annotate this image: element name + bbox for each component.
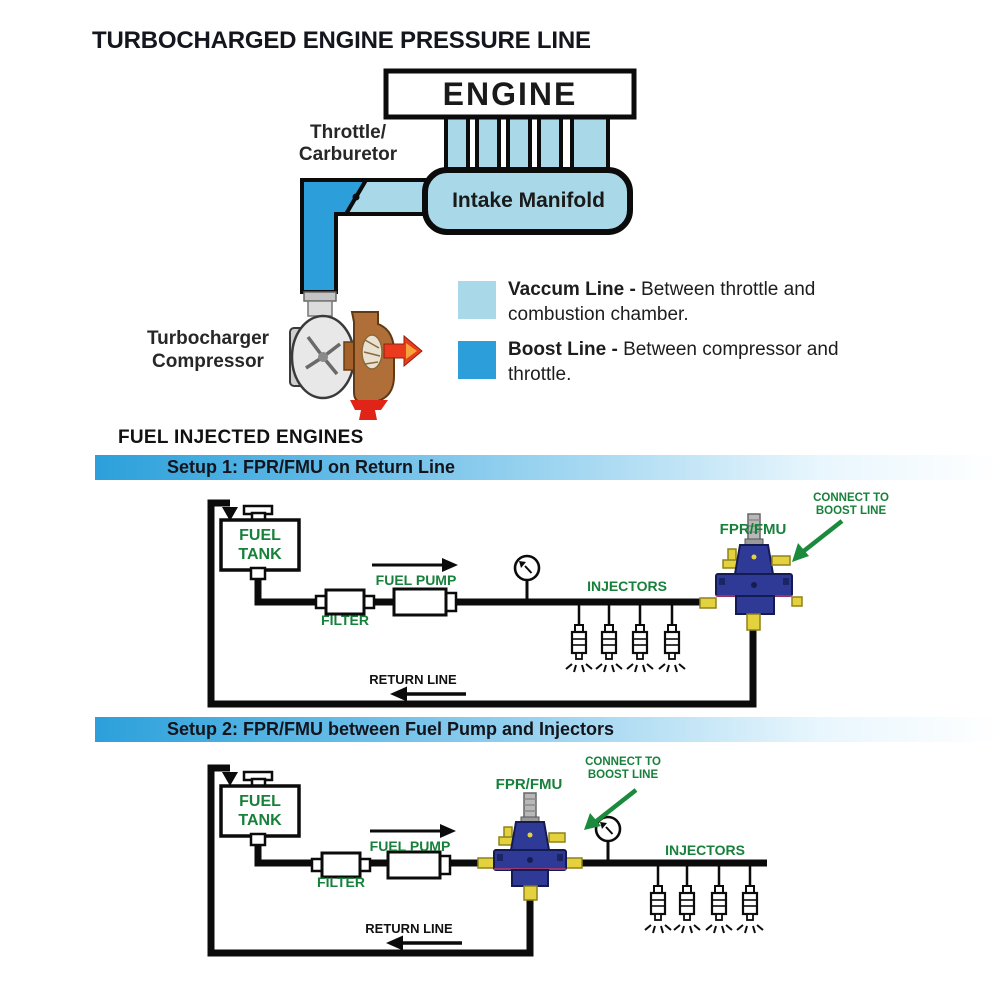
engine-label: ENGINE xyxy=(442,75,578,112)
vacuum-line-swatch xyxy=(458,281,496,319)
return-line-label-2: RETURN LINE xyxy=(365,921,453,936)
fuel-pump-1 xyxy=(394,589,456,615)
fuel-pump-2 xyxy=(388,852,450,878)
flow-arrow-2 xyxy=(370,824,456,838)
injectors-1 xyxy=(566,605,685,672)
setup1-banner: Setup 1: FPR/FMU on Return Line xyxy=(95,455,1000,480)
flow-arrow-1 xyxy=(372,558,458,572)
filter-1 xyxy=(316,590,374,614)
pressure-gauge-2 xyxy=(596,817,620,863)
pressure-gauge-1 xyxy=(515,556,539,602)
page-title: TURBOCHARGED ENGINE PRESSURE LINE xyxy=(92,27,591,54)
return-arrow-2 xyxy=(386,936,462,951)
fuel-injected-engines-heading: FUEL INJECTED ENGINES xyxy=(118,427,364,448)
connect-boost-label-1: CONNECT TO BOOST LINE xyxy=(813,492,889,517)
setup2-banner: Setup 2: FPR/FMU between Fuel Pump and Injectors xyxy=(95,717,1000,742)
fpr-fmu-label-2: FPR/FMU xyxy=(495,776,563,793)
turbocharger-compressor-label: Turbocharger Compressor xyxy=(146,328,270,372)
return-line-label-1: RETURN LINE xyxy=(369,672,457,687)
injectors-label-2: INJECTORS xyxy=(665,842,745,858)
filter-label-2: FILTER xyxy=(317,874,365,890)
throttle-carburetor-label: Throttle/ Carburetor xyxy=(298,122,398,165)
fpr-fmu-label-1: FPR/FMU xyxy=(719,521,787,538)
injectors-2 xyxy=(645,866,763,933)
turbocharger-illustration xyxy=(290,292,422,420)
vacuum-line-legend: Vaccum Line - Between throttle and combustion chamber. xyxy=(508,279,816,325)
fuel-tank-label-1: FUEL TANK xyxy=(238,527,282,563)
boost-line-swatch xyxy=(458,341,496,379)
fuel-pump-label-1: FUEL PUMP xyxy=(375,572,457,588)
fuel-tank-label-2: FUEL TANK xyxy=(238,793,282,829)
return-arrow-1 xyxy=(390,687,466,702)
intake-manifold-label: Intake Manifold xyxy=(452,189,605,212)
injectors-label-1: INJECTORS xyxy=(587,578,667,594)
return-into-tank-arrow xyxy=(222,772,238,786)
boost-line-legend: Boost Line - Between compressor and throttle. xyxy=(508,339,839,385)
connect-boost-arrow-1 xyxy=(792,521,842,562)
filter-label-1: FILTER xyxy=(321,612,369,628)
fpr-fmu-2 xyxy=(478,793,582,900)
fuel-pump-label-2: FUEL PUMP xyxy=(369,838,451,854)
connect-boost-label-2: CONNECT TO BOOST LINE xyxy=(585,756,661,781)
boost-pipe xyxy=(302,180,366,292)
